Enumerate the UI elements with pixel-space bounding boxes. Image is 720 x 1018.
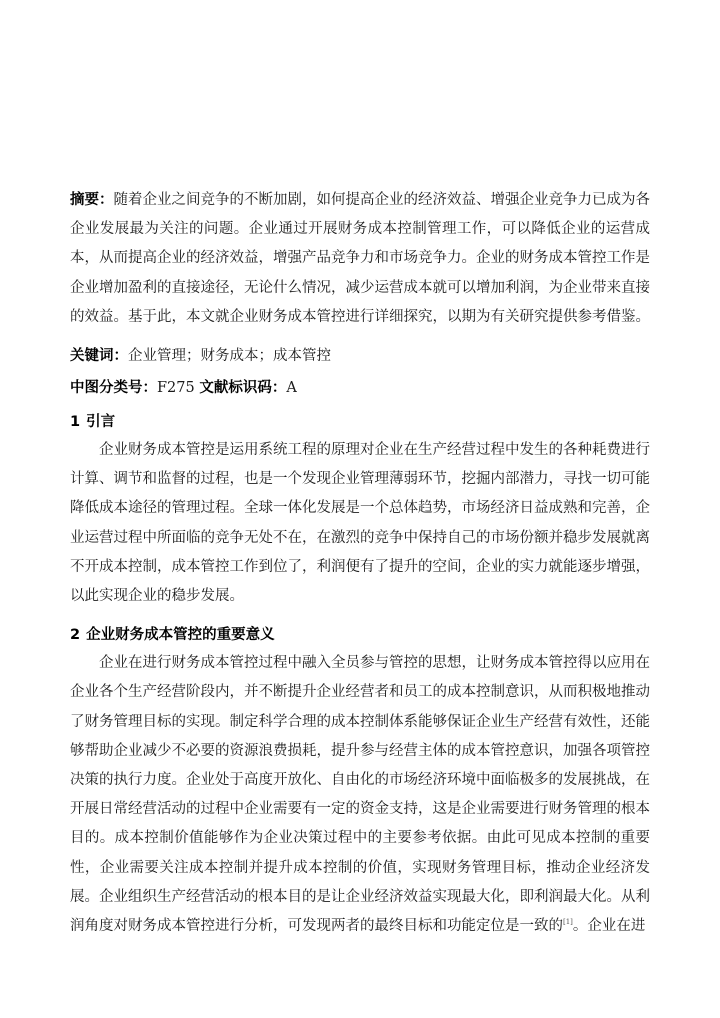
section-2-text: 企业在进行财务成本管控过程中融入全员参与管控的思想，让财务成本管控得以应用在企业各个生产经营阶段内，并不断提升企业经营者和员工的成本控制意识，从而积极地推动了财务管理目标的实现。制定科学合理的成本控制体系能够保证企业生产经营有效性，还能够帮助企业减少不必要的资源浪费损耗，提升参与经营主体的成本管控意识，加强各项管控决策的执行力度。企业处于高度开放化、自由化的市场经济环境中面临极多的发展挑战，在开展日常经营活动的过程中企业需要有一定的资金支持，这是企业需要进行财务管理的根本目的。成本控制价值能够作为企业决策过程中的主要参考依据。由此可见成本控制的重要性，企业需要关注成本控制并提升成本控制的价值，实现财务管理目标，推动企业经济发展。企业组织生产经营活动的根本目的是让企业经济效益实现最大化，即利润最大化。从利润角度对财务成本管控进行分析，可发现两者的最终目标和功能定位是一致的: [70, 655, 650, 935]
doc-code-value: A: [286, 380, 297, 397]
keywords: [70, 346, 650, 366]
section-number: 1: [70, 414, 81, 431]
document-page: [70, 186, 650, 941]
section-heading-2: [70, 625, 650, 645]
section-heading-1: [70, 412, 650, 432]
clc-value: F275: [157, 380, 195, 397]
citation-link[interactable]: [1]: [563, 918, 573, 927]
section-1-paragraph: 企业财务成本管控是运用系统工程的原理对企业在生产经营过程中发生的各种耗费进行计算、调节和监督的过程，也是一个发现企业管理薄弱环节，挖掘内部潜力，寻找一切可能降低成本途径的管理过程。全球一体化发展是一个总体趋势，市场经济日益成熟和完善，企业运营过程中所面临的竞争无处不在，在激烈的竞争中保持自己的市场份额并稳步发展就离不开成本控制，成本管控工作到位了，利润便有了提升的空间，企业的实力就能逐步增强，以此实现企业的稳步发展。: [70, 442, 650, 605]
section-2-paragraph: [70, 649, 650, 941]
section-title: 引言: [86, 414, 116, 431]
clc-label: 中图分类号：: [70, 380, 157, 397]
keywords-text: 企业管理；财务成本；成本管控: [128, 348, 331, 365]
abstract: [70, 186, 650, 332]
abstract-label: 摘要：: [70, 192, 114, 208]
keywords-label: 关键词：: [70, 348, 128, 365]
classification-line: [70, 378, 650, 398]
section-title: 企业财务成本管控的重要意义: [86, 627, 275, 644]
section-2-text-continued: 。企业在进: [572, 918, 646, 935]
abstract-text: 随着企业之间竞争的不断加剧，如何提高企业的经济效益、增强企业竞争力已成为各企业发展最为关注的问题。企业通过开展财务成本控制管理工作，可以降低企业的运营成本，从而提高企业的经济效益，增强产品竞争力和市场竞争力。企业的财务成本管控工作是企业增加盈利的直接途径，无论什么情况，减少运营成本就可以增加利润，为企业带来直接的效益。基于此，本文就企业财务成本管控进行详细探究，以期为有关研究提供参考借鉴。: [70, 192, 650, 325]
section-number: 2: [70, 627, 81, 644]
doc-code-label: 文献标识码：: [199, 380, 287, 397]
